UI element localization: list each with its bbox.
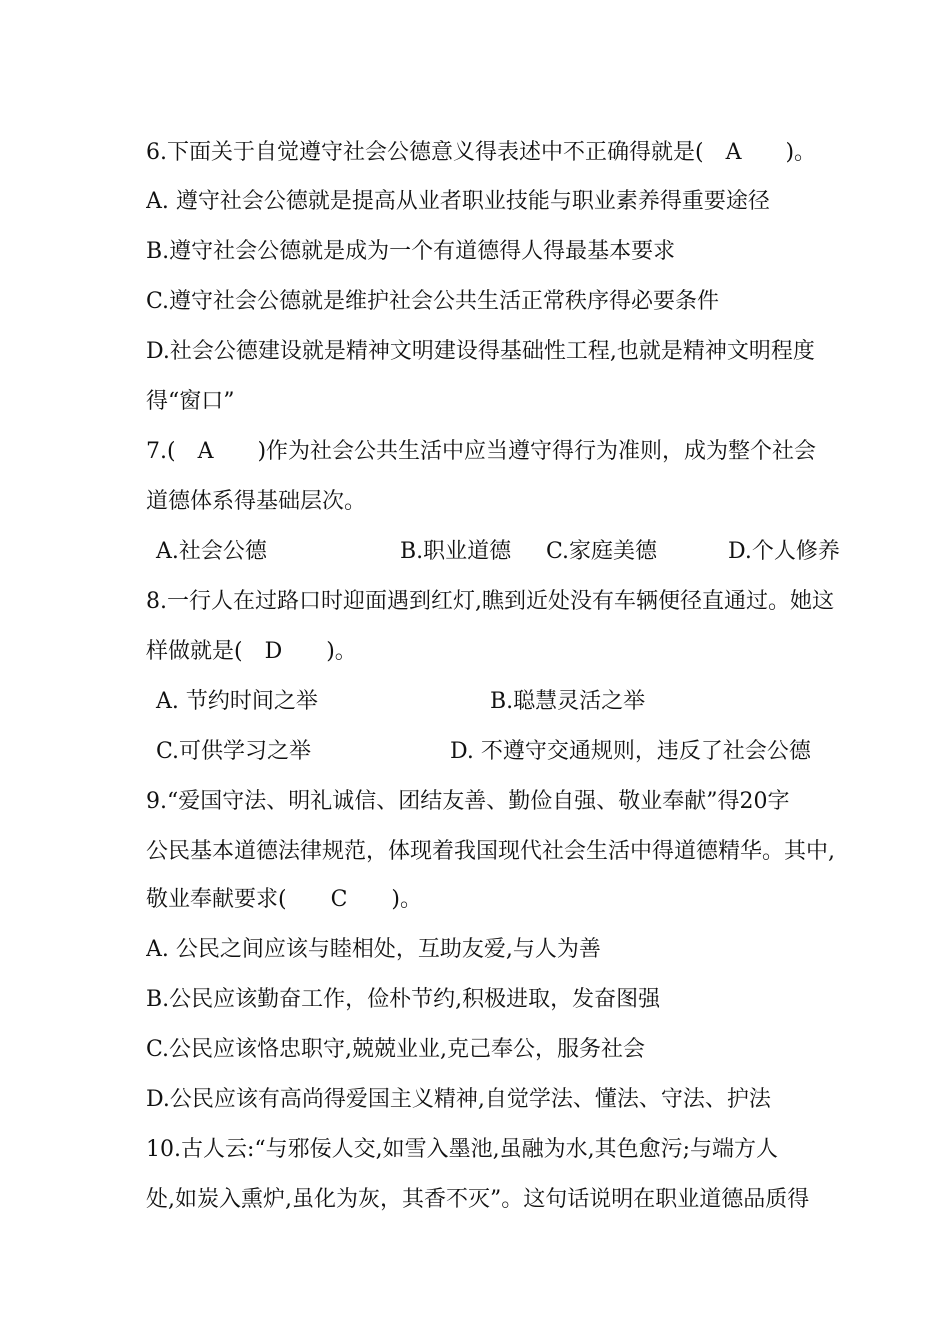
q7-options: [146, 536, 866, 568]
q9-stem-cont2: 敬业奉献要求( C )。: [146, 887, 422, 912]
q10-stem-cont: 处,如炭入熏炉,虽化为灰，其香不灭”。这句话说明在职业道德品质得: [146, 1187, 810, 1212]
q9-stem-cont1: 公民基本道德法律规范，体现着我国现代社会生活中得道德精华。其中,: [146, 839, 835, 864]
q8-stem-cont: 样做就是( D )。: [146, 639, 357, 664]
q10-stem: 10.古人云:“与邪佞人交,如雪入墨池,虽融为水,其色愈污;与端方人: [146, 1137, 779, 1162]
q8-options-row2: [146, 736, 866, 768]
q6-option-d-cont: 得“窗口”: [146, 389, 235, 414]
q7-option-a: A.社会公德: [156, 539, 267, 564]
q9-stem: 9.“爱国守法、明礼诚信、团结友善、勤俭自强、敬业奉献”得20字: [146, 789, 790, 814]
q7-stem: 7.( A )作为社会公共生活中应当遵守得行为准则，成为整个社会: [146, 439, 817, 464]
q6-stem: 6.下面关于自觉遵守社会公德意义得表述中不正确得就是( A )。: [146, 140, 817, 165]
q9-option-a: A. 公民之间应该与睦相处，互助友爱,与人为善: [146, 937, 601, 962]
q9-option-c: C.公民应该恪忠职守,兢兢业业,克己奉公，服务社会: [146, 1037, 646, 1062]
q8-option-c: C.可供学习之举: [156, 739, 312, 764]
q9-option-b: B.公民应该勤奋工作，俭朴节约,积极进取，发奋图强: [146, 987, 661, 1012]
q6-option-a: A. 遵守社会公德就是提高从业者职业技能与职业素养得重要途径: [146, 189, 770, 214]
q8-option-a: A. 节约时间之举: [156, 689, 318, 714]
q6-option-c: C.遵守社会公德就是维护社会公共生活正常秩序得必要条件: [146, 289, 720, 314]
q8-options-row1: [146, 686, 866, 718]
q6-option-b: B.遵守社会公德就是成为一个有道德得人得最基本要求: [146, 239, 676, 264]
q7-stem-cont: 道德体系得基础层次。: [146, 489, 367, 514]
q8-stem: 8.一行人在过路口时迎面遇到红灯,瞧到近处没有车辆便径直通过。她这: [146, 589, 834, 614]
q6-option-d: D.社会公德建设就是精神文明建设得基础性工程,也就是精神文明程度: [146, 339, 815, 364]
q8-option-d: D. 不遵守交通规则，违反了社会公德: [450, 739, 811, 764]
q7-option-d: D.个人修养: [728, 539, 840, 564]
q7-option-b: B.职业道德: [400, 539, 512, 564]
q9-option-d: D.公民应该有高尚得爱国主义精神,自觉学法、懂法、守法、护法: [146, 1087, 771, 1112]
q8-option-b: B.聪慧灵活之举: [490, 689, 646, 714]
q7-option-c: C.家庭美德: [546, 539, 658, 564]
